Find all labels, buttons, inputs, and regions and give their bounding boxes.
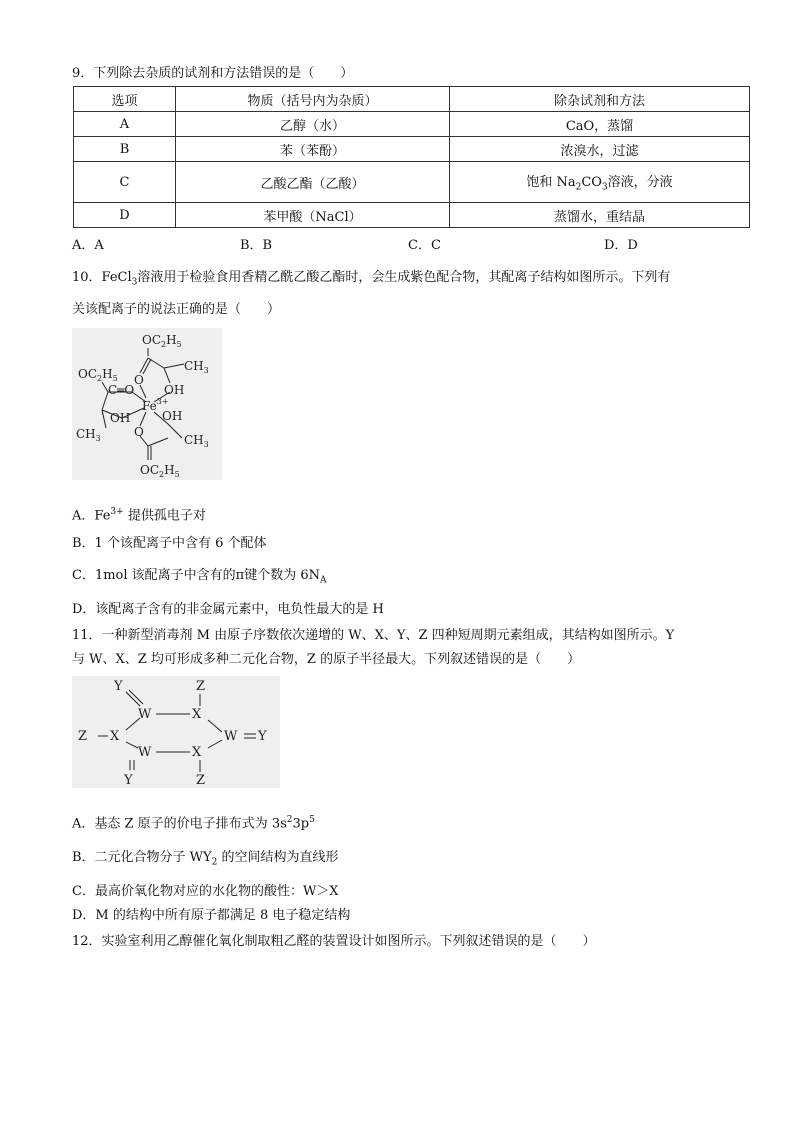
stem-text: 溶液用于检验食用香精乙酰乙酸乙酯时，会生成紫色配合物，其配离子结构如图所示。下列有 <box>137 270 671 285</box>
option-text: C．1mol 该配离子中含有的π键个数为 6N <box>72 568 320 583</box>
cell-method: CaO，蒸馏 <box>450 112 750 137</box>
ch3-label: $CH_3$ <box>184 433 209 449</box>
q11-option-c: C．最高价氧化物对应的水化物的酸性：W＞X <box>72 884 339 899</box>
x-label: X <box>192 745 202 760</box>
cell-option: A <box>74 112 176 137</box>
table-header-row <box>74 87 750 112</box>
header-method: 除杂试剂和方法 <box>450 87 750 112</box>
option-d: D．D <box>604 238 638 253</box>
q9-options <box>72 234 672 254</box>
x-label: X <box>192 707 202 722</box>
option-text: A．基态 Z 原子的价电子排布式为 3s <box>72 816 287 832</box>
header-substance: 物质（括号内为杂质） <box>176 87 450 112</box>
q10-stem-line2: 关该配离子的说法正确的是（ ） <box>72 302 281 317</box>
method-text: CO <box>581 175 602 191</box>
option-text: B．二元化合物分子 WY <box>72 850 212 865</box>
o-label: O <box>134 373 144 387</box>
q10-option-c <box>72 566 326 591</box>
option-text: 的空间结构为直线形 <box>221 850 339 865</box>
z-label: Z <box>196 773 206 788</box>
oc2h5-label: $OC_2H_5$ <box>142 333 182 349</box>
option-text: A．Fe <box>72 508 111 524</box>
cell-method: 浓溴水，过滤 <box>450 137 750 162</box>
q11-option-d: D．M 的结构中所有原子都满足 8 电子稳定结构 <box>72 908 351 923</box>
option-text: 3p <box>292 816 310 832</box>
fe-label: $Fe^{3+}$ <box>142 397 169 413</box>
q10-option-a: A．$Fe^{3+}$ 提供孤电子对 <box>72 507 206 524</box>
option-b: B．B <box>240 238 273 253</box>
cell-option: D <box>74 203 176 228</box>
w-label: W <box>138 745 152 760</box>
cell-option: C <box>74 162 176 203</box>
header-option: 选项 <box>74 87 176 112</box>
q12-stem: 12．实验室利用乙醇催化氧化制取粗乙醛的装置设计如图所示。下列叙述错误的是（ ） <box>72 934 596 949</box>
option-a: A．A <box>72 238 104 253</box>
fe-complex-diagram <box>72 328 222 480</box>
cell-substance: 苯（苯酚） <box>176 137 450 162</box>
cell-option: B <box>74 137 176 162</box>
q11-stem-line1: 11．一种新型消毒剂 M 由原子序数依次递增的 W、X、Y、Z 四种短周期元素组成，其结构如图所示。Y <box>72 628 675 643</box>
cell-substance: 乙醇（水） <box>176 112 450 137</box>
q10-stem-line1: 10．FeCl$_3$溶液用于检验食用香精乙酰乙酸乙酯时，会生成紫色配合物，其配离子结构如图所示。下列有 <box>72 270 671 288</box>
q10-option-d: D．该配离子含有的非金属元素中，电负性最大的是 H <box>72 602 384 617</box>
o-label: O <box>134 425 144 439</box>
table-row <box>74 162 750 203</box>
option-text: 提供孤电子对 <box>127 508 206 524</box>
z-label: Z <box>78 729 88 744</box>
cell-method: 蒸馏水，重结晶 <box>450 203 750 228</box>
q11-option-b: B．二元化合物分子 $WY_2$ 的空间结构为直线形 <box>72 850 339 868</box>
method-text: 溶液，分液 <box>607 175 673 191</box>
q11-stem-line2: 与 W、X、Z 均可形成多种二元化合物，Z 的原子半径最大。下列叙述错误的是（ ） <box>72 652 581 667</box>
stem-text: 10．FeCl <box>72 270 132 285</box>
ch3-label: $CH_3$ <box>76 427 101 443</box>
y-label: Y <box>114 679 123 694</box>
q9-stem: 9．下列除去杂质的试剂和方法错误的是（ ） <box>72 66 354 81</box>
cell-substance: 苯甲酸（NaCl） <box>176 203 450 228</box>
ch3-label: $CH_3$ <box>184 359 209 375</box>
m-structure-diagram <box>72 676 280 788</box>
oh-label: OH <box>162 409 183 423</box>
q11-structure-figure <box>72 676 280 788</box>
cell-method: 饱和 $Na_2CO_3$溶液，分液 <box>450 162 750 203</box>
q11-option-a: A．基态 Z 原子的价电子排布式为 $3s^23p^5$ <box>72 815 315 832</box>
x-label: X <box>110 729 120 744</box>
q9-table <box>73 86 750 228</box>
w-label: W <box>224 729 238 744</box>
q10-option-b: B．1 个该配离子中含有 6 个配体 <box>72 536 267 551</box>
z-label: Z <box>196 679 206 694</box>
q10-structure-figure <box>72 328 222 480</box>
oc2h5-label: $OC_2H_5$ <box>78 367 118 383</box>
table-row <box>74 112 750 137</box>
w-label: W <box>138 707 152 722</box>
table-row <box>74 137 750 162</box>
oc2h5-label: $OC_2H_5$ <box>140 463 180 479</box>
option-c: C．C <box>408 238 441 253</box>
oh-label: OH <box>164 383 185 397</box>
cell-substance: 乙酸乙酯（乙酸） <box>176 162 450 203</box>
o-label: C═O <box>108 383 135 397</box>
y-label: Y <box>124 773 133 788</box>
oh-label: OH <box>110 411 131 425</box>
table-row <box>74 203 750 228</box>
y-label: Y <box>258 729 267 744</box>
method-text: 饱和 Na <box>526 175 576 191</box>
option-subscript: A <box>319 575 327 586</box>
